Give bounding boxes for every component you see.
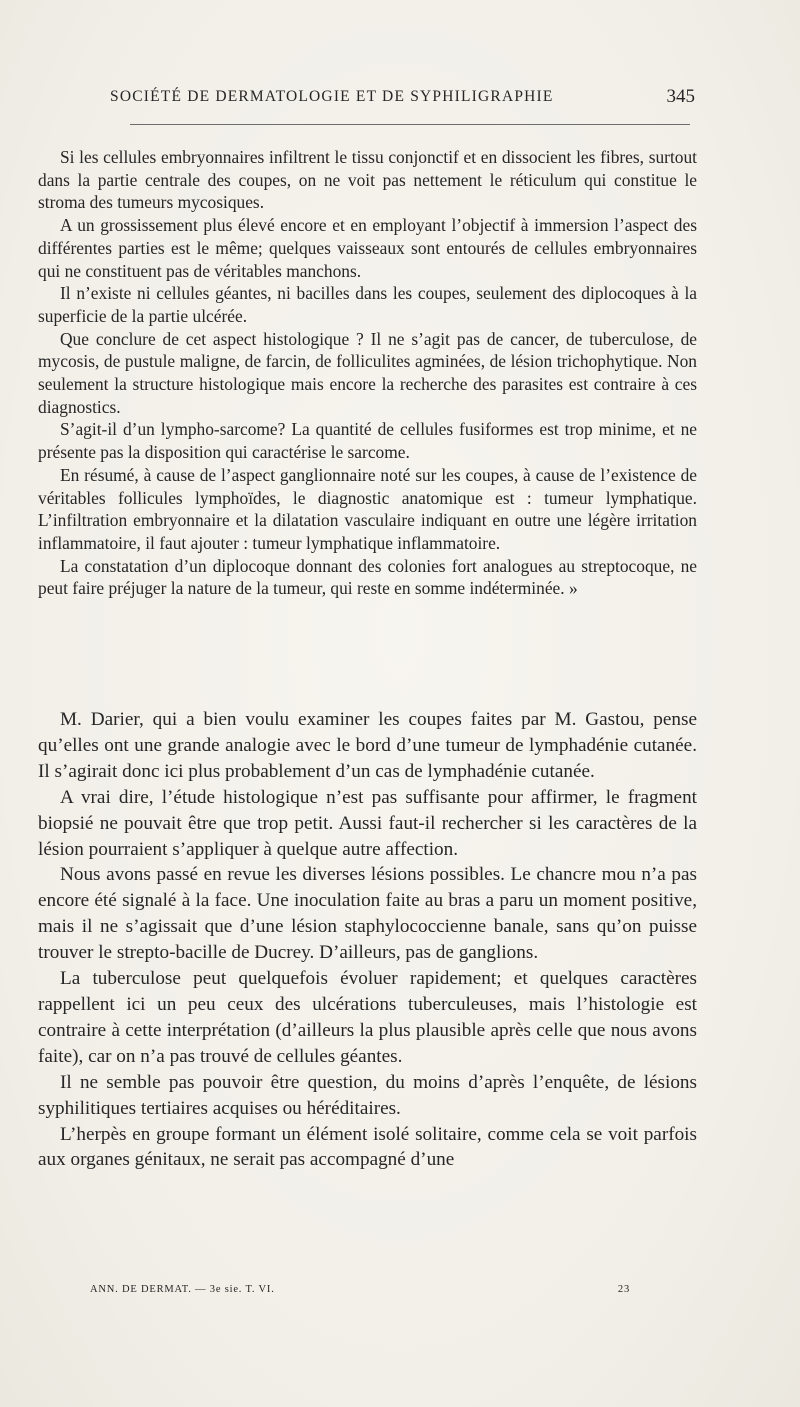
quote-paragraph: En résumé, à cause de l’aspect ganglionnaire noté sur les coupes, à cause de l’existence de véritables follicules lymphoïdes, le diagnostic anatomique est : tumeur lymphatique. L’infiltration embryonnaire et la dilatation vasculaire indiquant en outre une légère irritation inflammatoire, il faut ajouter : tumeur lymphatique inflammatoire. [38, 464, 697, 553]
main-text [38, 707, 697, 1173]
quoted-report [38, 146, 697, 600]
quote-paragraph: Que conclure de cet aspect histologique ? Il ne s’agit pas de cancer, de tuberculose, de mycosis, de pustule maligne, de farcin, de folliculites agminées, de lésion trichophytique. Non seulement la structure histologique mais encore la recherche des parasites est contraire à ces diagnostics. [38, 328, 697, 417]
body-paragraph: M. Darier, qui a bien voulu examiner les coupes faites par M. Gastou, pense qu’elles ont une grande analogie avec le bord d’une tumeur de lymphadénie cutanée. Il s’agirait donc ici plus probablement d’un cas de lymphadénie cutanée. [38, 709, 697, 782]
page-header [110, 88, 695, 112]
body-paragraph: L’herpès en groupe formant un élément isolé solitaire, comme cela se voit parfois aux organes génitaux, ne serait pas accompagné d’une [38, 1123, 697, 1171]
body-paragraph: Nous avons passé en revue les diverses lésions possibles. Le chancre mou n’a pas encore été signalé à la face. Une inoculation faite au bras a paru un moment positive, mais il ne s’agissait que d’une lésion staphylococcienne banale, sans qu’on puisse trouver le strepto-bacille de Ducrey. D’ailleurs, pas de ganglions. [38, 864, 697, 964]
quote-paragraph: Il n’existe ni cellules géantes, ni bacilles dans les coupes, seulement des diplocoques à la superficie de la partie ulcérée. [38, 283, 697, 326]
quote-paragraph: A un grossissement plus élevé encore et en employant l’objectif à immersion l’aspect des différentes parties est le même; quelques vaisseaux sont entourés de cellules embryonnaires qui ne constituent pas de véritables manchons. [38, 215, 697, 281]
header-rule [130, 124, 690, 125]
quote-paragraph: La constatation d’un diplocoque donnant des colonies fort analogues au streptocoque, ne peut faire préjuger la nature de la tumeur, qui reste en somme indéterminée. » [38, 555, 697, 599]
quote-paragraph: Si les cellules embryonnaires infiltrent le tissu conjonctif et en dissocient les fibres, surtout dans la partie centrale des coupes, on ne voit pas nettement le réticulum qui constitue le stroma des tumeurs mycosiques. [38, 147, 697, 213]
signature-number: 23 [617, 1284, 630, 1295]
running-title: SOCIÉTÉ DE DERMATOLOGIE ET DE SYPHILIGRAPHIE [110, 88, 554, 105]
body-paragraph: La tuberculose peut quelquefois évoluer rapidement; et quelques caractères rappellent ici un peu ceux des ulcérations tuberculeuses, mais l’histologie est contraire à cette interprétation (d’ailleurs la plus plausible après celle que nous avons faite), car on n’a pas trouvé de cellules géantes. [38, 968, 697, 1067]
journal-reference: ANN. DE DERMAT. — 3e sie. T. VI. [90, 1284, 275, 1295]
body-paragraph: A vrai dire, l’étude histologique n’est pas suffisante pour affirmer, le fragment biopsié ne pouvait être que trop petit. Aussi faut-il rechercher si les caractères de la lésion pourraient s’appliquer à quelque autre affection. [38, 786, 697, 860]
page-number: 345 [666, 86, 695, 107]
quote-paragraph: S’agit-il d’un lympho-sarcome? La quantité de cellules fusiformes est trop minime, et ne présente pas la disposition qui caractérise le sarcome. [38, 419, 697, 463]
page-footer [90, 1284, 630, 1302]
body-paragraph: Il ne semble pas pouvoir être question, du moins d’après l’enquête, de lésions syphilitiques tertiaires acquises ou héréditaires. [38, 1071, 697, 1119]
